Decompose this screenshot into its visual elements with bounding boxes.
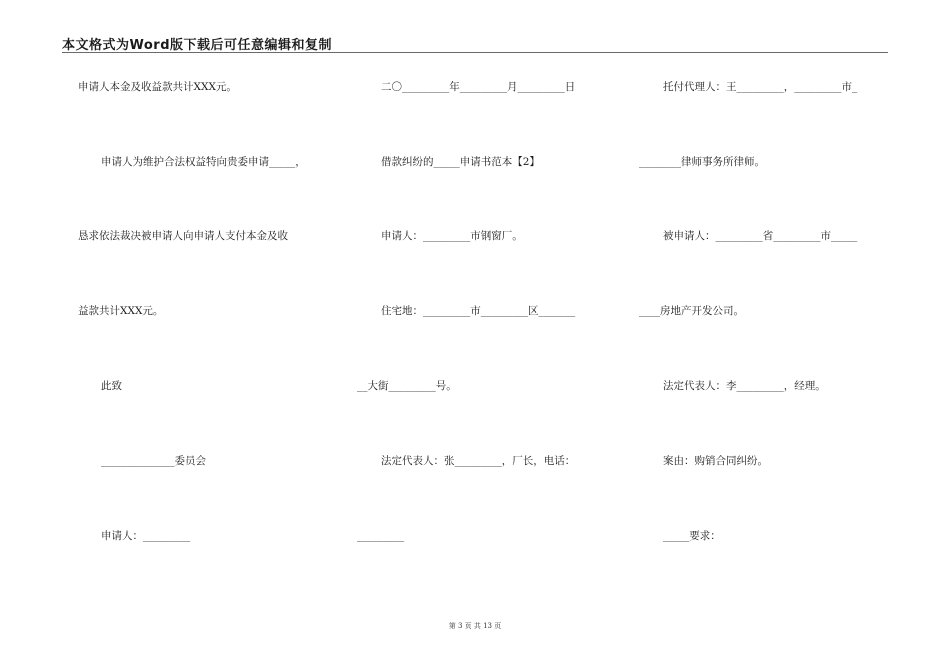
right-line-1: 托付代理人：王_________，_________市_ bbox=[663, 81, 858, 93]
right-line-4: ____房地产开发公司。 bbox=[639, 305, 744, 317]
left-line-5: 此致 bbox=[101, 380, 122, 392]
right-line-6: 案由：购销合同纠纷。 bbox=[663, 455, 768, 467]
left-line-2: 申请人为维护合法权益特向贵委申请_____， bbox=[101, 156, 306, 168]
middle-line-3: 申请人：_________市钢窗厂。 bbox=[381, 230, 523, 242]
middle-line-4: 住宅地：_________市_________区_______ bbox=[381, 305, 576, 317]
page-number: 第 3 页 共 13 页 bbox=[448, 622, 502, 630]
left-line-1: 申请人本金及收益款共计XXX元。 bbox=[78, 81, 237, 93]
right-line-3: 被申请人：_________省_________市_____ bbox=[663, 230, 858, 242]
left-line-7: 申请人：_________ bbox=[101, 530, 191, 542]
middle-line-2: 借款纠纷的_____申请书范本【2】 bbox=[381, 156, 540, 168]
middle-line-1: 二〇_________年_________月_________日 bbox=[381, 81, 576, 93]
right-line-7: _____要求： bbox=[663, 530, 721, 542]
right-line-2: ________律师事务所律师。 bbox=[639, 156, 765, 168]
left-line-6: ______________委员会 bbox=[101, 455, 206, 467]
left-line-4: 益款共计XXX元。 bbox=[78, 305, 164, 317]
header-title: 本文格式为Word版下载后可任意编辑和复制 bbox=[62, 38, 333, 53]
left-line-3: 恳求依法裁决被申请人向申请人支付本金及收 bbox=[78, 230, 288, 242]
middle-line-5: __大街_________号。 bbox=[357, 380, 457, 392]
middle-line-7: _________ bbox=[357, 530, 405, 542]
page-header bbox=[62, 30, 888, 53]
right-line-5: 法定代表人：李_________，经理。 bbox=[663, 380, 826, 392]
middle-line-6: 法定代表人：张_________，厂长，电话： bbox=[381, 455, 576, 467]
